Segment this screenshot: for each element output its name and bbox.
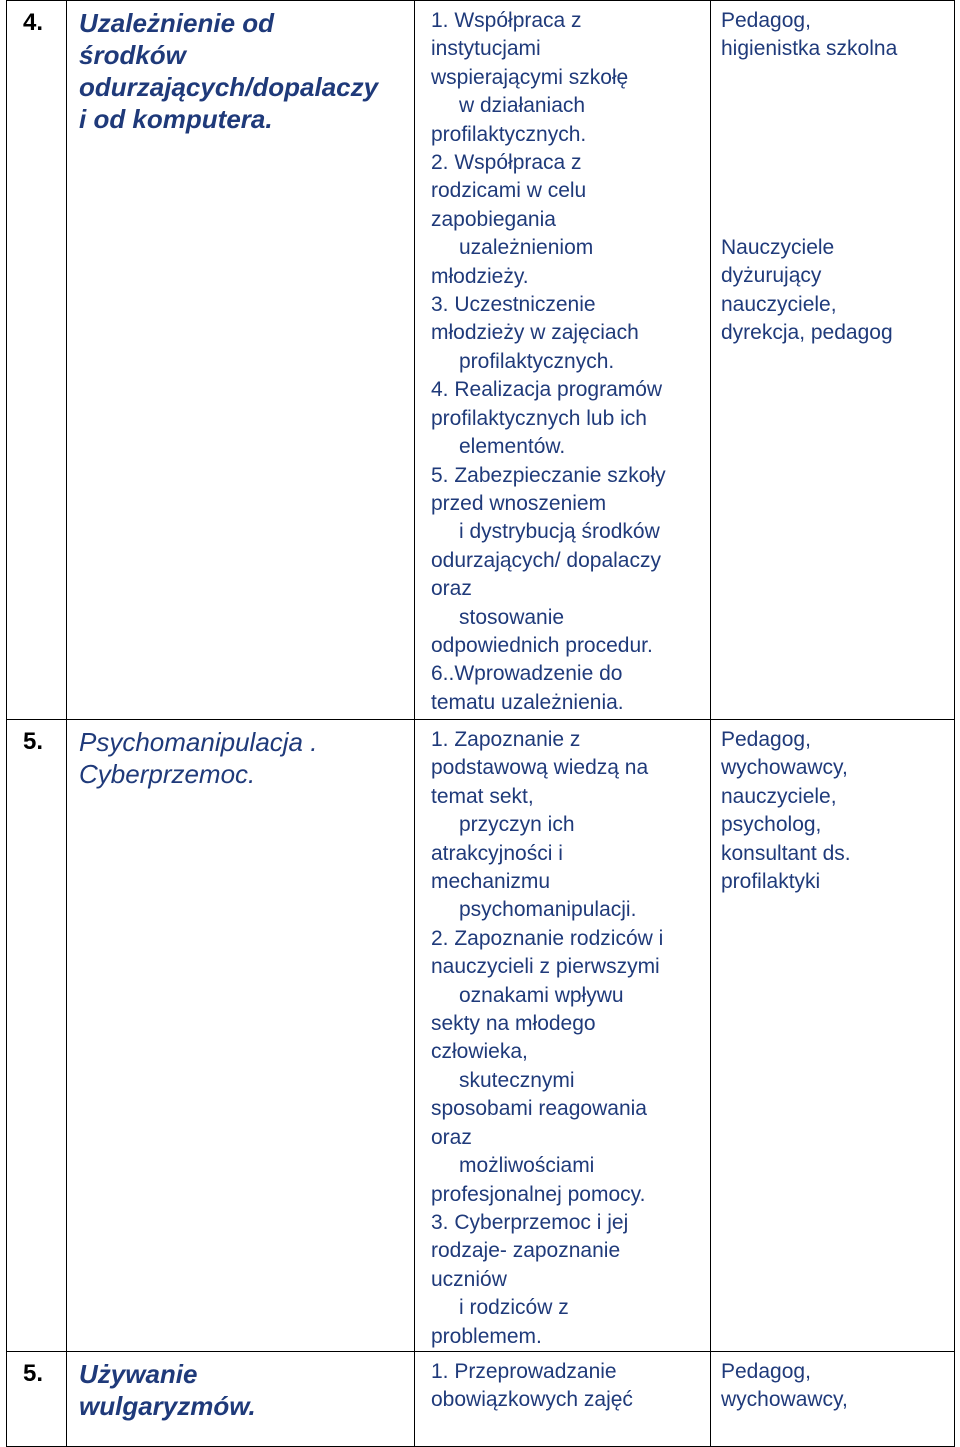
task-line: 2. Zapoznanie rodziców i [431, 926, 664, 950]
topic-cell [67, 1351, 415, 1446]
row-number-cell [7, 1, 67, 720]
table-row [7, 1, 955, 720]
responsible-list [711, 720, 954, 896]
topic-cell [67, 1, 415, 720]
task-line: uzależnieniom [459, 236, 594, 260]
task-line: 6..Wprowadzenie do [431, 662, 623, 686]
responsible-line: profilaktyki [721, 870, 821, 894]
task-line: rodzaje- zapoznanie [431, 1239, 621, 1263]
responsible-line: Nauczyciele [721, 235, 835, 259]
responsible-line: higienistka szkolna [721, 37, 898, 61]
task-line: nauczycieli z pierwszymi [431, 955, 660, 979]
task-line: profesjonalnej pomocy. [431, 1182, 646, 1206]
tasks-list [415, 1352, 710, 1415]
row-number: 5. [23, 1359, 44, 1387]
row-number-cell [7, 720, 67, 1352]
spacer [721, 64, 950, 234]
topic-line: Uzależnienie od [79, 8, 275, 38]
responsible-cell [711, 1, 955, 720]
task-line: przed wnoszeniem [431, 491, 607, 515]
task-line: młodzieży. [431, 264, 529, 288]
task-line: instytucjami [431, 37, 541, 61]
task-line: atrakcyjności i [431, 841, 563, 865]
responsible-line: konsultant ds. [721, 841, 851, 865]
responsible-cell [711, 1351, 955, 1446]
task-line: zapobiegania [431, 207, 556, 231]
topic-line: wulgaryzmów. [79, 1390, 256, 1421]
task-line: sposobami reagowania [431, 1097, 647, 1121]
task-line: profilaktycznych. [431, 122, 587, 146]
task-line: psychomanipulacji. [459, 898, 637, 922]
task-line: 1. Współpraca z [431, 9, 582, 32]
table-row [7, 1351, 955, 1446]
responsible-line: nauczyciele, [721, 784, 837, 808]
topic-line: i od komputera. [79, 104, 273, 134]
topic-line: odurzających/dopalaczy [79, 72, 379, 102]
responsible-list [711, 1352, 954, 1415]
program-table [6, 0, 955, 1447]
task-line: i dystrybucją środków [459, 520, 660, 544]
task-line: profilaktycznych. [459, 349, 615, 373]
row-number-cell [7, 1351, 67, 1446]
row-number: 4. [23, 9, 44, 36]
task-line: profilaktycznych lub ich [431, 406, 647, 430]
task-line: obowiązkowych zajęć [431, 1388, 633, 1412]
task-line: w działaniach [459, 94, 586, 118]
task-line: elementów. [459, 435, 566, 459]
task-line: przyczyn ich [459, 813, 575, 837]
responsible-line: wychowawcy, [721, 756, 848, 780]
task-line: tematu uzależnienia. [431, 690, 624, 714]
task-line: możliwościami [459, 1154, 595, 1178]
task-line: 3. Uczestniczenie [431, 293, 596, 317]
tasks-list [415, 1, 710, 717]
responsible-line: psycholog, [721, 813, 822, 837]
task-line: rodzicami w celu [431, 179, 587, 203]
topic-text [67, 1, 414, 135]
task-line: odpowiednich procedur. [431, 633, 653, 657]
tasks-cell [415, 1351, 711, 1446]
task-line: stosowanie [459, 605, 565, 629]
topic-line: Psychomanipulacja . [79, 727, 318, 757]
responsible-line: nauczyciele, [721, 292, 837, 316]
task-line: 4. Realizacja programów [431, 378, 663, 402]
topic-text [67, 1352, 414, 1422]
task-line: 1. Przeprowadzanie [431, 1359, 617, 1383]
task-line: skutecznymi [459, 1068, 575, 1092]
task-line: oraz [431, 1125, 472, 1149]
task-line: uczniów [431, 1267, 507, 1291]
responsible-line: Pedagog, [721, 1359, 811, 1383]
task-line: oraz [431, 577, 472, 601]
topic-line: Używanie [79, 1358, 198, 1389]
responsible-line: wychowawcy, [721, 1388, 848, 1412]
task-line: i rodziców z [459, 1296, 569, 1320]
topic-line: środków [79, 40, 186, 70]
task-line: temat sekt, [431, 784, 534, 808]
responsible-list [711, 1, 954, 347]
task-line: sekty na młodego [431, 1012, 596, 1036]
table-row [7, 720, 955, 1352]
row-number: 5. [23, 728, 44, 755]
responsible-cell [711, 720, 955, 1352]
topic-line: Cyberprzemoc. [79, 759, 256, 789]
task-line: młodzieży w zajęciach [431, 321, 639, 345]
topic-text [67, 720, 414, 790]
tasks-list [415, 720, 710, 1351]
task-line: 1. Zapoznanie z [431, 728, 581, 751]
task-line: wspierającymi szkołę [431, 65, 629, 89]
task-line: oznakami wpływu [459, 983, 624, 1007]
responsible-line: dyrekcja, pedagog [721, 321, 893, 345]
task-line: 5. Zabezpieczanie szkoły [431, 463, 666, 487]
topic-cell [67, 720, 415, 1352]
task-line: podstawową wiedzą na [431, 756, 649, 780]
task-line: 3. Cyberprzemoc i jej [431, 1210, 629, 1234]
responsible-line: dyżurujący [721, 264, 822, 288]
task-line: człowieka, [431, 1040, 528, 1064]
task-line: odurzających/ dopalaczy [431, 548, 661, 572]
responsible-line: Pedagog, [721, 728, 811, 751]
responsible-line: Pedagog, [721, 9, 811, 32]
tasks-cell [415, 1, 711, 720]
task-line: mechanizmu [431, 870, 551, 894]
task-line: 2. Współpraca z [431, 151, 582, 175]
task-line: problemem. [431, 1324, 542, 1348]
tasks-cell [415, 720, 711, 1352]
